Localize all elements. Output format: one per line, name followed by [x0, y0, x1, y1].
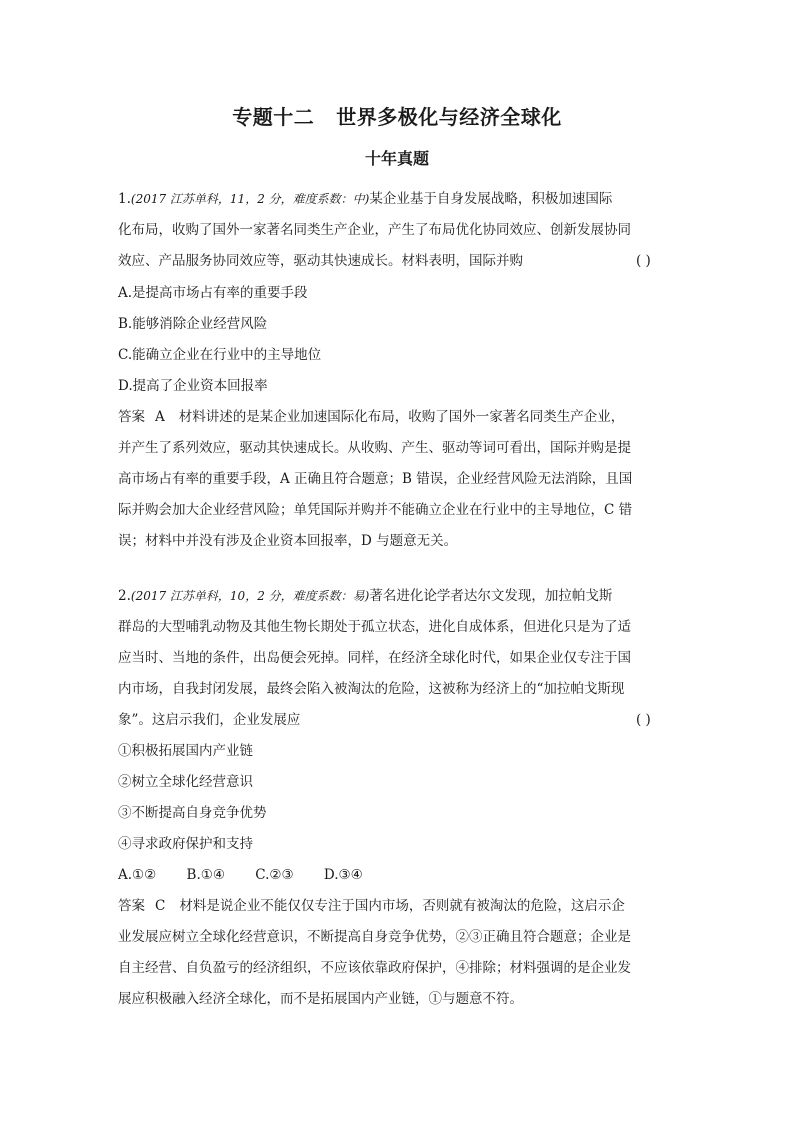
question-1-option-a: A.是提高市场占有率的重要手段 [118, 285, 308, 301]
answer-text-line: 并产生了系列效应，驱动其快速成长。从收购、产生、驱动等词可看出，国际并购是提 [118, 440, 631, 456]
title-topic-number: 专题十二 [232, 105, 315, 129]
question-2 [118, 581, 678, 1015]
question-1-source: (2017 江苏单科，11，2 分，难度系数：中) [130, 192, 370, 206]
question-2-stem-line: 内市场，自我封闭发展，最终会陷入被淘汰的危险，这被称为经济上的“加拉帕戈斯现 [118, 681, 625, 697]
answer-blank: ( ) [636, 253, 651, 269]
question-1-stem-line: 化布局，收购了国外一家著名同类生产企业，产生了布局优化协同效应、创新发展协同 [118, 222, 631, 238]
question-2-choice-b: B.①④ [186, 867, 225, 883]
answer-text-line: 误；材料中并没有涉及企业资本回报率，D 与题意无关。 [118, 533, 458, 549]
question-2-stem-line: 群岛的大型哺乳动物及其他生物长期处于孤立状态，进化自成体系，但进化只是为了适 [118, 619, 631, 635]
question-2-choice-a: A.①② [118, 867, 157, 883]
answer-text-line: 材料是说企业不能仅仅专注于国内市场，否则就有被淘汰的危险，这启示企 [179, 898, 625, 914]
question-1-option-c: C.能确立企业在行业中的主导地位 [118, 347, 322, 363]
page-title [0, 101, 794, 130]
question-2-number: 2. [118, 588, 131, 604]
question-1 [118, 184, 678, 557]
answer-label: 答案 [118, 898, 145, 914]
question-1-answer [118, 402, 678, 557]
question-2-stem [118, 581, 678, 736]
answer-text-line: 高市场占有率的重要手段，A 正确且符合题意；B 错误，企业经营风险无法消除，且国 [118, 471, 633, 487]
question-1-stem [118, 184, 678, 277]
question-2-stem-line: 象”。这启示我们，企业发展应 [118, 712, 301, 728]
question-1-stem-line: 某企业基于自身发展战略，积极加速国际 [369, 191, 613, 207]
answer-text-line: 际并购会加大企业经营风险；单凭国际并购并不能确立企业在行业中的主导地位，C 错 [118, 502, 633, 518]
question-2-choice-c: C.②③ [255, 867, 294, 883]
question-2-source: (2017 江苏单科，10，2 分，难度系数：易) [130, 589, 370, 603]
answer-letter: C [155, 898, 166, 914]
section-subtitle: 十年真题 [364, 149, 429, 168]
question-2-choices [118, 860, 678, 891]
answer-text-line: 展应积极融入经济全球化，而不是拓展国内产业链，①与题意不符。 [118, 991, 523, 1007]
answer-text-line: 业发展应树立全球化经营意识，不断提高自身竞争优势，②③正确且符合题意；企业是 [118, 929, 631, 945]
question-1-option-d: D.提高了企业资本回报率 [118, 378, 268, 394]
question-1-number: 1. [118, 191, 131, 207]
question-2-item-1: ①积极拓展国内产业链 [118, 743, 253, 759]
question-1-stem-line: 效应、产品服务协同效应等，驱动其快速成长。材料表明，国际并购 [118, 253, 523, 269]
question-1-option-b: B.能够消除企业经营风险 [118, 316, 268, 332]
question-2-stem-line: 应当时、当地的条件，出岛便会死掉。同样，在经济全球化时代，如果企业仅专注于国 [118, 650, 631, 666]
answer-letter: A [155, 409, 165, 425]
question-2-item-3: ③不断提高自身竞争优势 [118, 805, 267, 821]
answer-text-line: 材料讲述的是某企业加速国际化布局，收购了国外一家著名同类生产企业， [178, 409, 625, 425]
title-topic-name: 世界多极化与经济全球化 [336, 105, 562, 129]
question-2-item-2: ②树立全球化经营意识 [118, 774, 253, 790]
question-2-item-4: ④寻求政府保护和支持 [118, 836, 253, 852]
question-2-stem-line: 著名进化论学者达尔文发现，加拉帕戈斯 [369, 588, 613, 604]
answer-text-line: 自主经营、自负盈亏的经济组织，不应该依靠政府保护，④排除；材料强调的是企业发 [118, 960, 631, 976]
answer-label: 答案 [118, 409, 145, 425]
answer-blank: ( ) [636, 712, 651, 728]
question-2-choice-d: D.③④ [323, 867, 363, 883]
question-2-answer [118, 891, 678, 1015]
